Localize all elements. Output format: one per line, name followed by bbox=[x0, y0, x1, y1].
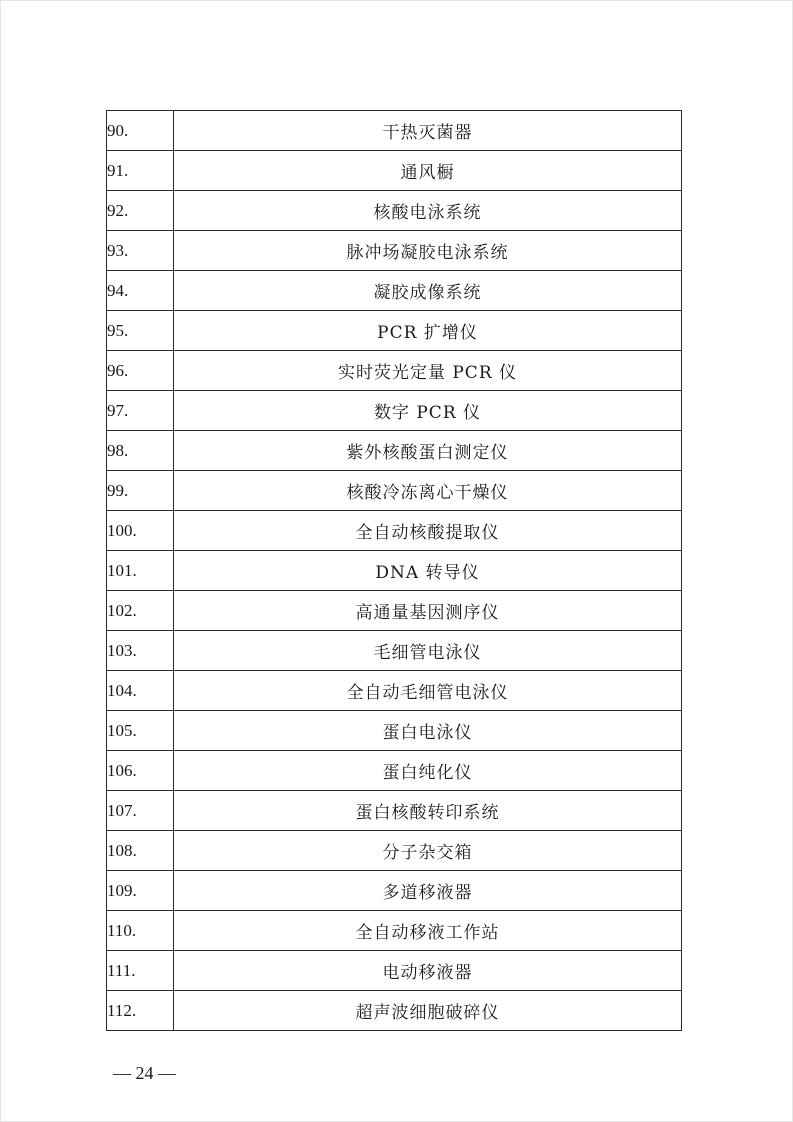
row-number: 102. bbox=[107, 591, 174, 631]
equipment-name: 蛋白纯化仪 bbox=[174, 751, 682, 791]
table-row bbox=[107, 831, 682, 871]
table-row bbox=[107, 991, 682, 1031]
equipment-name: 全自动毛细管电泳仪 bbox=[174, 671, 682, 711]
table-body bbox=[107, 111, 682, 1031]
equipment-name: 超声波细胞破碎仪 bbox=[174, 991, 682, 1031]
equipment-name: 电动移液器 bbox=[174, 951, 682, 991]
row-number: 112. bbox=[107, 991, 174, 1031]
equipment-table bbox=[106, 110, 682, 1031]
row-number: 91. bbox=[107, 151, 174, 191]
row-number: 107. bbox=[107, 791, 174, 831]
table-row bbox=[107, 511, 682, 551]
row-number: 108. bbox=[107, 831, 174, 871]
equipment-name: 核酸电泳系统 bbox=[174, 191, 682, 231]
table-row bbox=[107, 871, 682, 911]
table-row bbox=[107, 471, 682, 511]
row-number: 104. bbox=[107, 671, 174, 711]
table-row bbox=[107, 911, 682, 951]
table-row bbox=[107, 631, 682, 671]
table-row bbox=[107, 311, 682, 351]
equipment-name: 凝胶成像系统 bbox=[174, 271, 682, 311]
table-row bbox=[107, 351, 682, 391]
row-number: 106. bbox=[107, 751, 174, 791]
equipment-name: PCR 扩增仪 bbox=[174, 311, 682, 351]
table-row bbox=[107, 231, 682, 271]
equipment-name: 通风橱 bbox=[174, 151, 682, 191]
table-row bbox=[107, 751, 682, 791]
row-number: 105. bbox=[107, 711, 174, 751]
row-number: 109. bbox=[107, 871, 174, 911]
equipment-name: 多道移液器 bbox=[174, 871, 682, 911]
row-number: 97. bbox=[107, 391, 174, 431]
table-row bbox=[107, 951, 682, 991]
equipment-name: 毛细管电泳仪 bbox=[174, 631, 682, 671]
equipment-name: 干热灭菌器 bbox=[174, 111, 682, 151]
table-row bbox=[107, 551, 682, 591]
equipment-name: 实时荧光定量 PCR 仪 bbox=[174, 351, 682, 391]
page-number: — 24 — bbox=[113, 1063, 176, 1083]
row-number: 92. bbox=[107, 191, 174, 231]
equipment-name: 核酸冷冻离心干燥仪 bbox=[174, 471, 682, 511]
row-number: 98. bbox=[107, 431, 174, 471]
equipment-name: 蛋白核酸转印系统 bbox=[174, 791, 682, 831]
row-number: 99. bbox=[107, 471, 174, 511]
equipment-name: 蛋白电泳仪 bbox=[174, 711, 682, 751]
equipment-name: 数字 PCR 仪 bbox=[174, 391, 682, 431]
table-row bbox=[107, 111, 682, 151]
equipment-name: 全自动核酸提取仪 bbox=[174, 511, 682, 551]
equipment-name: 分子杂交箱 bbox=[174, 831, 682, 871]
equipment-name: 全自动移液工作站 bbox=[174, 911, 682, 951]
equipment-name: DNA 转导仪 bbox=[174, 551, 682, 591]
table-row bbox=[107, 671, 682, 711]
equipment-name: 脉冲场凝胶电泳系统 bbox=[174, 231, 682, 271]
table-row bbox=[107, 591, 682, 631]
row-number: 95. bbox=[107, 311, 174, 351]
row-number: 96. bbox=[107, 351, 174, 391]
row-number: 101. bbox=[107, 551, 174, 591]
table-row bbox=[107, 271, 682, 311]
table-row bbox=[107, 791, 682, 831]
equipment-name: 高通量基因测序仪 bbox=[174, 591, 682, 631]
row-number: 93. bbox=[107, 231, 174, 271]
row-number: 100. bbox=[107, 511, 174, 551]
table-row bbox=[107, 711, 682, 751]
row-number: 90. bbox=[107, 111, 174, 151]
table-row bbox=[107, 391, 682, 431]
row-number: 94. bbox=[107, 271, 174, 311]
equipment-name: 紫外核酸蛋白测定仪 bbox=[174, 431, 682, 471]
row-number: 111. bbox=[107, 951, 174, 991]
table-row bbox=[107, 191, 682, 231]
row-number: 110. bbox=[107, 911, 174, 951]
table-row bbox=[107, 151, 682, 191]
row-number: 103. bbox=[107, 631, 174, 671]
table-row bbox=[107, 431, 682, 471]
